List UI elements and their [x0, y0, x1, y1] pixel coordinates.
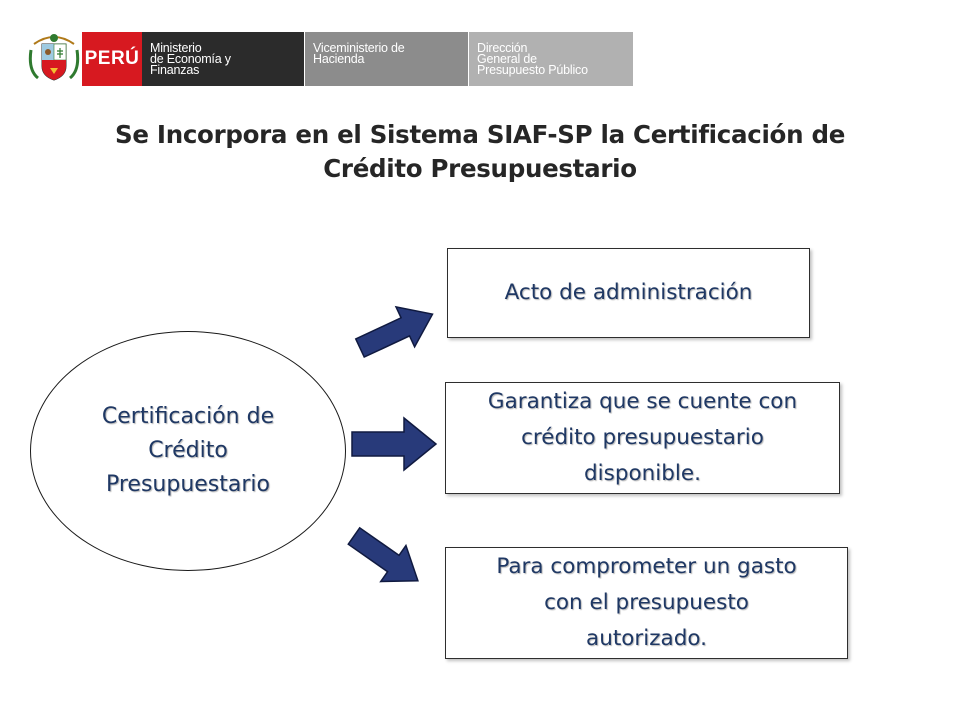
header-direccion-line: Dirección	[477, 41, 528, 55]
center-ellipse	[30, 331, 346, 571]
center-ellipse-line: Certificación de	[101, 404, 275, 429]
center-ellipse-text	[73, 400, 303, 502]
peru-label: PERÚ	[82, 32, 142, 86]
slide-title-line: Crédito Presupuestario	[323, 154, 637, 183]
header-viceministerio-line: Hacienda	[313, 52, 365, 66]
box-line: Para comprometer un gasto	[496, 554, 797, 579]
arrow-down-right-icon	[340, 520, 440, 600]
header-ministerio-line: Finanzas	[150, 63, 200, 77]
box-acto-administracion	[447, 248, 810, 338]
center-ellipse-line: Presupuestario	[105, 472, 270, 497]
box-text	[476, 384, 809, 492]
box-comprometer-gasto	[445, 547, 848, 659]
box-text	[484, 549, 808, 657]
center-ellipse-line: Crédito	[148, 438, 228, 463]
box-text	[493, 275, 765, 311]
header-viceministerio-line: Viceministerio de	[313, 41, 405, 55]
header-ministerio-line: Ministerio	[150, 41, 202, 55]
arrow-right-icon	[350, 416, 440, 472]
box-garantiza-credito	[445, 382, 840, 494]
box-line: crédito presupuestario	[521, 425, 764, 450]
box-line: autorizado.	[586, 626, 707, 651]
header-ministerio-line: de Economía y	[150, 52, 231, 66]
box-line: con el presupuesto	[544, 590, 749, 615]
slide-title-line: Se Incorpora en el Sistema SIAF-SP la Certificación de	[114, 120, 846, 149]
header-direccion-line: Presupuesto Público	[477, 63, 588, 77]
box-line: Garantiza que se cuente con	[487, 389, 798, 414]
box-line: disponible.	[584, 461, 701, 486]
header-direccion-line: General de	[477, 52, 537, 66]
arrow-up-right-icon	[345, 290, 445, 360]
box-line: Acto de administración	[504, 280, 753, 305]
